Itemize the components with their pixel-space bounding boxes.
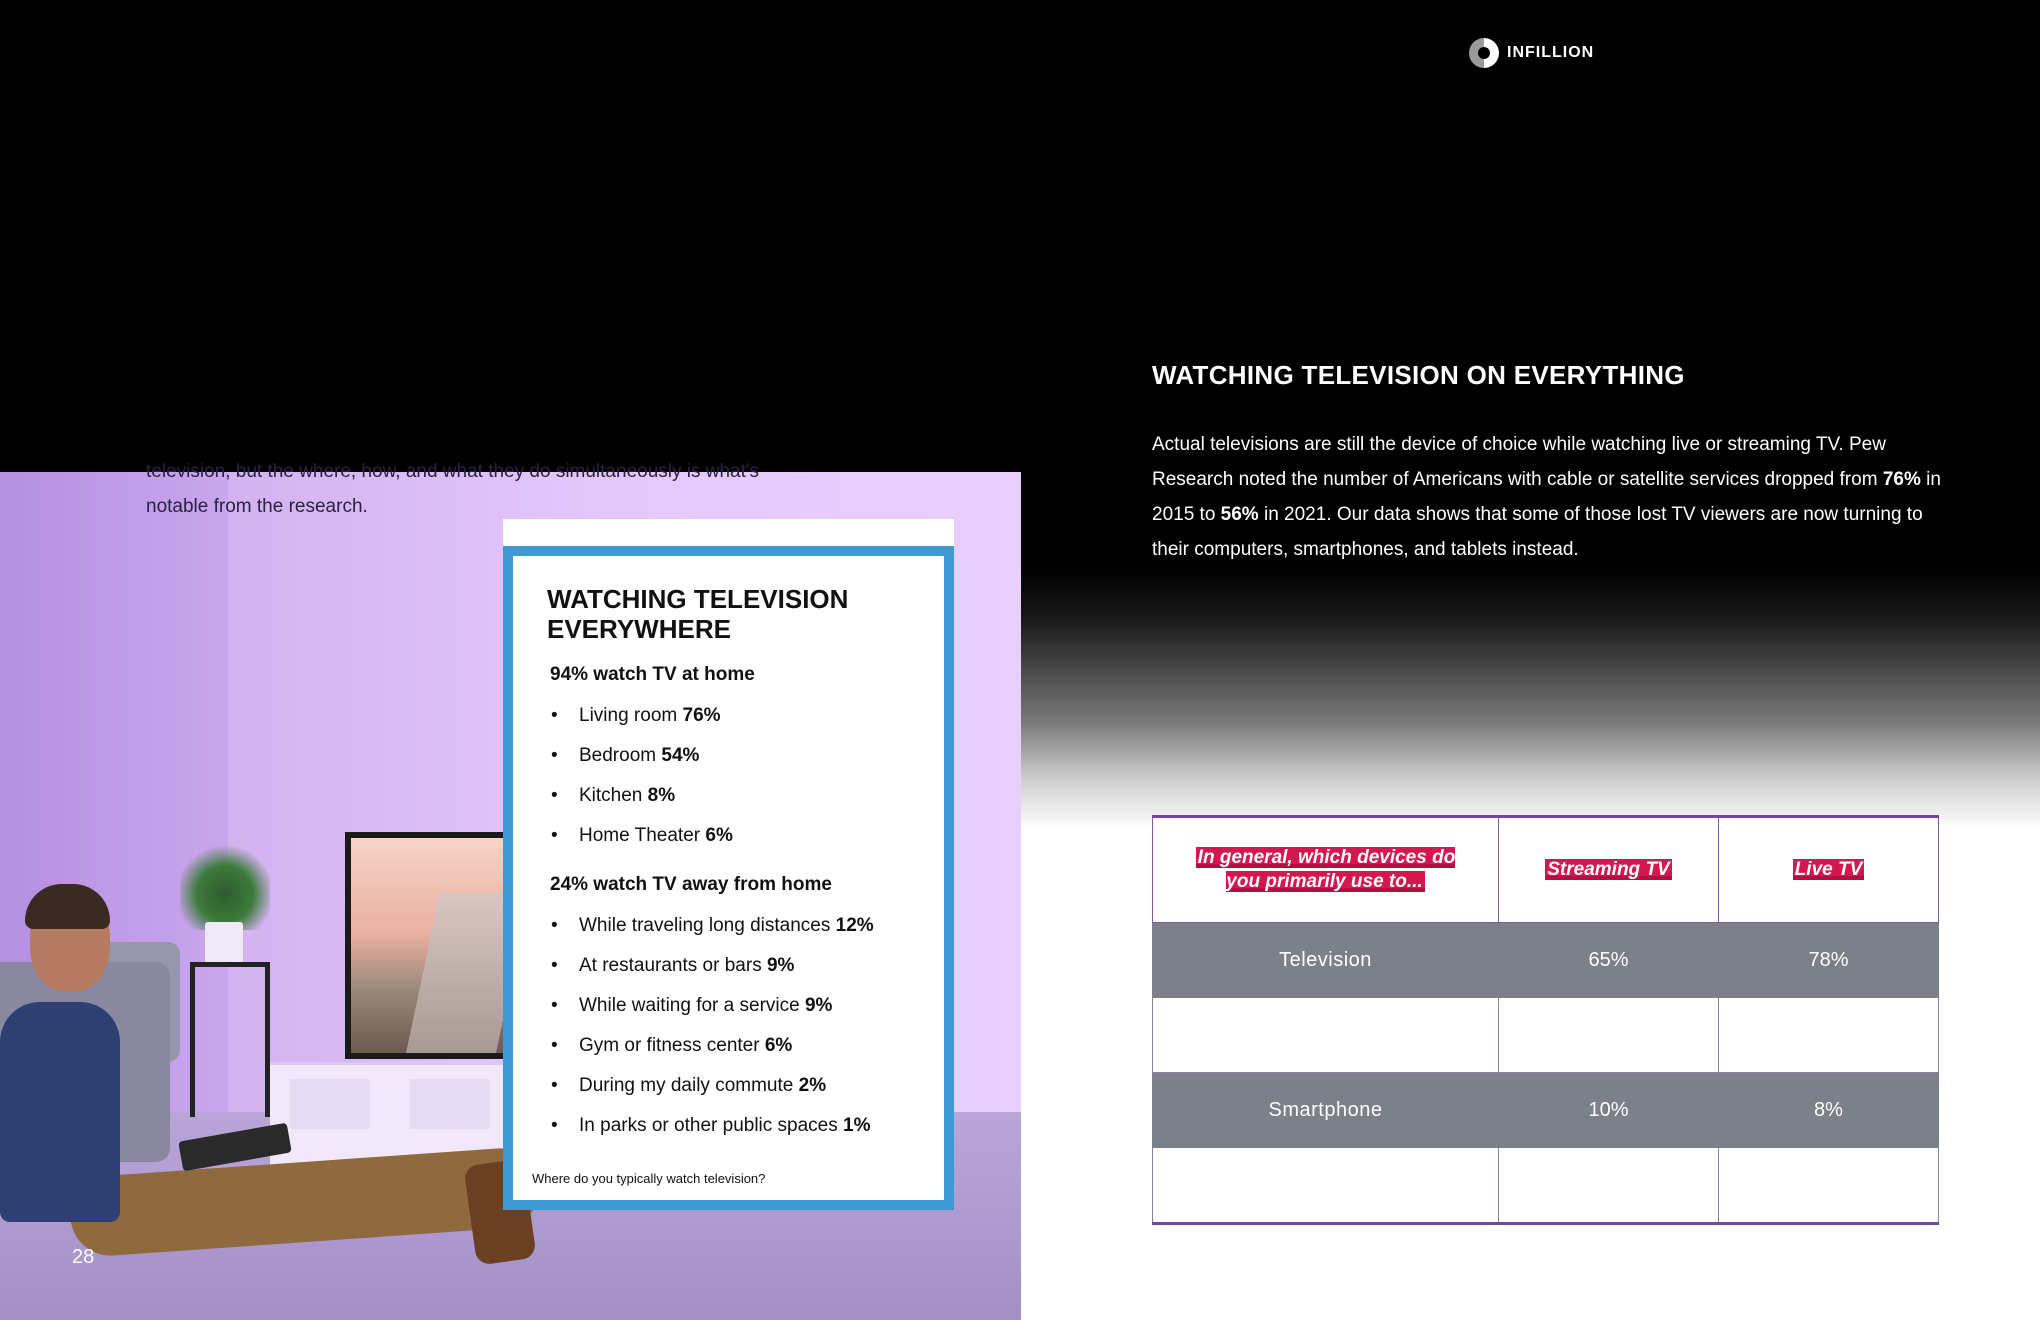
page-number: 28 <box>72 1246 95 1268</box>
list-item: • While traveling long distances 12% <box>547 906 910 946</box>
streaming-cell <box>1499 998 1719 1073</box>
live-cell: 78% <box>1719 923 1939 998</box>
list-item: • During my daily commute 2% <box>547 1066 910 1106</box>
live-cell: 8% <box>1719 1073 1939 1148</box>
infillion-logo-icon <box>1469 38 1499 68</box>
list-item: • While waiting for a service 9% <box>547 986 910 1026</box>
device-cell <box>1153 1148 1499 1224</box>
intro-line-1: television, but the where, how, and what they do simultaneously is what's <box>146 461 760 482</box>
away-heading: 24% watch TV away from home <box>550 874 832 895</box>
device-cell: Television <box>1153 923 1499 998</box>
list-item: • In parks or other public spaces 1% <box>547 1106 910 1146</box>
list-item: • At restaurants or bars 9% <box>547 946 910 986</box>
table-row <box>1153 998 1939 1073</box>
person-torso <box>0 1002 120 1222</box>
header-streaming: Streaming TV <box>1499 817 1719 923</box>
device-cell: Smartphone <box>1153 1073 1499 1148</box>
away-list <box>547 906 910 1146</box>
devices-table-grid <box>1152 815 1939 1225</box>
intro-text <box>146 454 866 524</box>
plant <box>180 840 270 930</box>
live-cell <box>1719 1148 1939 1224</box>
section-paragraph: Actual televisions are still the device of choice while watching live or streaming TV. Pew Research noted the number of Americans with cable or satellite services dropped from 76% in 2015 to 56% in 2021. Our data shows that some of those lost TV viewers are now turning to their computers, smartphones, and tablets instead. <box>1152 434 1941 560</box>
card-title: WATCHING TELEVISION EVERYWHERE <box>547 584 849 644</box>
watching-everywhere-card <box>503 546 954 1210</box>
list-item: • Kitchen 8% <box>547 776 910 816</box>
header-question: In general, which devices do you primarily use to... <box>1153 817 1499 923</box>
list-item: • Gym or fitness center 6% <box>547 1026 910 1066</box>
streaming-cell: 10% <box>1499 1073 1719 1148</box>
card-footnote: Where do you typically watch television? <box>532 1171 766 1186</box>
table-row <box>1153 923 1939 998</box>
cabinet-door <box>290 1079 370 1129</box>
list-item: • Home Theater 6% <box>547 816 910 856</box>
streaming-cell <box>1499 1148 1719 1224</box>
plant-pot <box>205 922 243 964</box>
header-live: Live TV <box>1719 817 1939 923</box>
cabinet-door <box>410 1079 490 1129</box>
intro-line-2: notable from the research. <box>146 496 368 517</box>
devices-table <box>1152 815 1938 1207</box>
table-row <box>1153 1073 1939 1148</box>
card-top-strip <box>503 519 954 546</box>
list-item: • Living room 76% <box>547 696 910 736</box>
table-header-row <box>1153 817 1939 923</box>
home-heading: 94% watch TV at home <box>550 664 755 685</box>
side-table <box>190 962 270 1117</box>
streaming-cell: 65% <box>1499 923 1719 998</box>
device-cell <box>1153 998 1499 1073</box>
section-title: WATCHING TELEVISION ON EVERYTHING <box>1152 360 1685 390</box>
table-row <box>1153 1148 1939 1224</box>
logo-text: INFILLION <box>1507 44 1595 61</box>
list-item: • Bedroom 54% <box>547 736 910 776</box>
live-cell <box>1719 998 1939 1073</box>
left-top-background <box>0 0 1021 472</box>
home-list <box>547 696 910 856</box>
infillion-logo <box>1469 38 1594 68</box>
